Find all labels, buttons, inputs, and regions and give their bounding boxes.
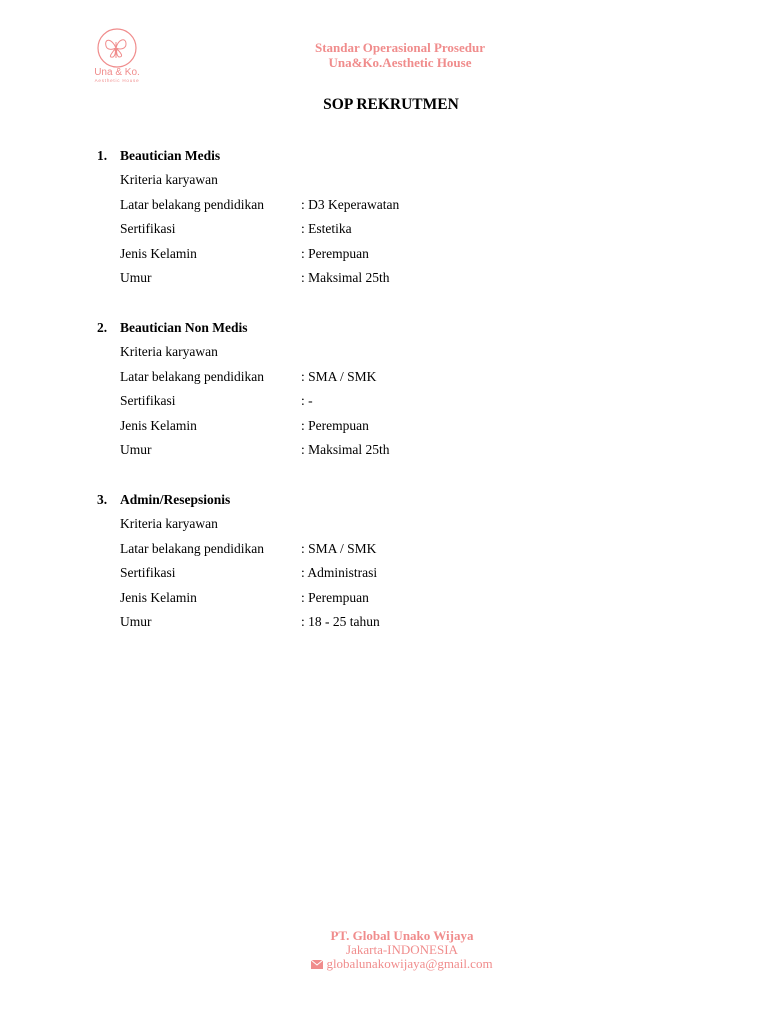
criteria-value: : Perempuan (301, 417, 369, 433)
criteria-value: : - (301, 393, 313, 409)
section-beautician-non-medis (97, 315, 597, 463)
header-line-2: Una&Ko.Aesthetic House (328, 55, 472, 70)
section-heading (97, 487, 597, 512)
section-heading (97, 315, 597, 340)
criteria-value: : D3 Keperawatan (301, 196, 400, 212)
section-beautician-medis (97, 143, 597, 291)
criteria-label: Sertifikasi (120, 565, 176, 581)
criteria-label: Umur (120, 614, 152, 630)
criteria-label: Jenis Kelamin (120, 245, 197, 261)
criteria-intro: Kriteria karyawan (120, 516, 218, 531)
section-number: 2. (97, 320, 108, 335)
criteria-row (97, 537, 597, 562)
criteria-value: : Perempuan (301, 589, 369, 605)
criteria-value: : SMA / SMK (301, 368, 377, 384)
criteria-value: : Administrasi (301, 565, 378, 581)
footer-company: PT. Global Unako Wijaya (330, 928, 474, 943)
criteria-value: : Maksimal 25th (301, 442, 390, 458)
criteria-intro: Kriteria karyawan (120, 344, 218, 359)
criteria-row (97, 586, 597, 611)
section-number: 3. (97, 492, 108, 507)
page-title: SOP REKRUTMEN (323, 96, 459, 113)
criteria-intro: Kriteria karyawan (120, 172, 218, 187)
company-logo (84, 28, 150, 84)
section-title: Beautician Non Medis (120, 320, 248, 335)
criteria-row (97, 610, 597, 635)
section-heading (97, 143, 597, 168)
criteria-row (97, 266, 597, 291)
header-line-1: Standar Operasional Prosedur (315, 40, 485, 55)
criteria-row (97, 242, 597, 267)
butterfly-icon (106, 40, 126, 58)
criteria-label: Jenis Kelamin (120, 589, 197, 605)
criteria-label: Jenis Kelamin (120, 417, 197, 433)
criteria-label: Sertifikasi (120, 393, 176, 409)
section-admin-resepsionis (97, 487, 597, 635)
criteria-label: Latar belakang pendidikan (120, 196, 264, 212)
section-title: Beautician Medis (120, 148, 221, 163)
criteria-value: : Perempuan (301, 245, 369, 261)
criteria-label: Umur (120, 442, 152, 458)
footer-location: Jakarta-INDONESIA (346, 942, 458, 957)
criteria-value: : Estetika (301, 221, 352, 237)
criteria-row (97, 561, 597, 586)
footer-email[interactable]: globalunakowijaya@gmail.com (326, 956, 493, 971)
criteria-row (97, 217, 597, 242)
criteria-row (97, 389, 597, 414)
criteria-row (97, 365, 597, 390)
logo-text: Una & Ko. (94, 67, 140, 78)
criteria-label: Sertifikasi (120, 221, 176, 237)
criteria-row (97, 414, 597, 439)
criteria-value: : 18 - 25 tahun (301, 614, 380, 630)
criteria-value: : Maksimal 25th (301, 270, 390, 286)
criteria-value: : SMA / SMK (301, 540, 377, 556)
document-footer (250, 929, 554, 971)
envelope-icon (311, 960, 323, 969)
footer-email-line (250, 957, 554, 971)
section-number: 1. (97, 148, 108, 163)
criteria-label: Latar belakang pendidikan (120, 540, 264, 556)
criteria-label: Umur (120, 270, 152, 286)
document-header (250, 40, 550, 70)
criteria-row (97, 193, 597, 218)
criteria-row (97, 438, 597, 463)
logo-subtext: Aesthetic House (94, 78, 140, 83)
section-title: Admin/Resepsionis (120, 492, 231, 507)
criteria-label: Latar belakang pendidikan (120, 368, 264, 384)
